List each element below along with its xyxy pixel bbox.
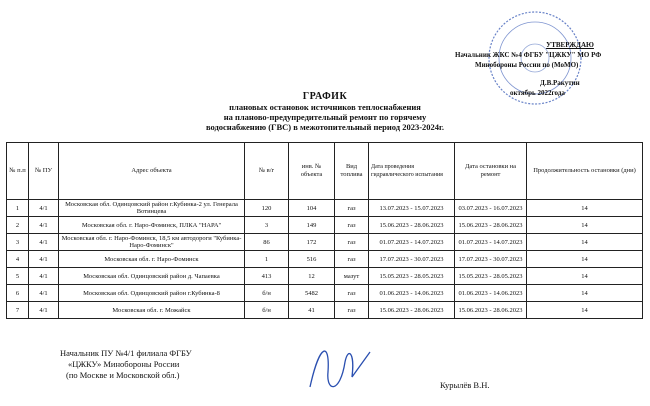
cell-fuel: газ <box>335 251 369 268</box>
cell-fuel: газ <box>335 217 369 234</box>
header-stop-date: Дата остановки на ремонт <box>455 143 527 200</box>
approval-position: Начальник ЖКС №4 ФГБУ "ЦЖКУ" МО РФ <box>455 51 602 59</box>
title-line-4: водоснабжению (ГВС) в межотопительный период 2023-2024г. <box>205 122 445 132</box>
cell-inv: 5482 <box>289 285 335 302</box>
cell-stop-date: 17.07.2023 - 30.07.2023 <box>455 251 527 268</box>
footer-line-2: «ЦЖКУ» Минобороны России <box>68 359 180 369</box>
cell-address: Московская обл. г. Можайск <box>59 302 245 319</box>
title-line-2: плановых остановок источников теплоснабжения <box>229 102 421 112</box>
footer-line-1: Начальник ПУ №4/1 филиала ФГБУ <box>60 348 192 358</box>
table-row <box>7 268 643 285</box>
approval-name: Д.В.Ракутин <box>540 79 580 87</box>
cell-num: 2 <box>7 217 29 234</box>
signature <box>300 332 380 402</box>
cell-inv: 41 <box>289 302 335 319</box>
cell-duration: 14 <box>527 200 643 217</box>
cell-vg: 120 <box>245 200 289 217</box>
cell-inv: 149 <box>289 217 335 234</box>
header-fuel: Вид топлива <box>335 143 369 200</box>
cell-inv: 104 <box>289 200 335 217</box>
cell-address: Московская обл. Одинцовский район д. Чапаевка <box>59 268 245 285</box>
cell-num: 3 <box>7 234 29 251</box>
cell-address: Московская обл. г. Наро-Фоминск, 18,5 км автодороги "Кубинка-Наро-Фоминск" <box>59 234 245 251</box>
footer-signer-name: Курылёв В.Н. <box>440 380 490 390</box>
cell-vg: 86 <box>245 234 289 251</box>
cell-address: Московская обл. г. Наро-Фоминск, ПЛКА "НАРА" <box>59 217 245 234</box>
document-title <box>150 92 500 132</box>
cell-test-date: 01.07.2023 - 14.07.2023 <box>369 234 455 251</box>
cell-stop-date: 01.06.2023 - 14.06.2023 <box>455 285 527 302</box>
cell-duration: 14 <box>527 285 643 302</box>
cell-fuel: газ <box>335 200 369 217</box>
table-body <box>7 200 643 319</box>
cell-stop-date: 15.05.2023 - 28.05.2023 <box>455 268 527 285</box>
cell-duration: 14 <box>527 217 643 234</box>
header-duration: Продолжительность остановки (дни) <box>527 143 643 200</box>
cell-address: Московская обл. Одинцовский район г.Кубинка-8 <box>59 285 245 302</box>
cell-test-date: 15.05.2023 - 28.05.2023 <box>369 268 455 285</box>
cell-fuel: газ <box>335 285 369 302</box>
cell-num: 6 <box>7 285 29 302</box>
approval-block <box>455 40 645 98</box>
cell-duration: 14 <box>527 234 643 251</box>
cell-num: 1 <box>7 200 29 217</box>
header-address: Адрес объекта <box>59 143 245 200</box>
cell-address: Московская обл. г. Наро-Фоминск <box>59 251 245 268</box>
cell-pu: 4/1 <box>29 234 59 251</box>
header-vg: № в/г <box>245 143 289 200</box>
table-header-row <box>7 143 643 200</box>
header-test-date: Дата проведения гидравлического испытания <box>369 143 455 200</box>
footer-signer-block <box>60 348 192 381</box>
footer-line-3: (по Москве и Московской обл.) <box>66 370 180 380</box>
cell-pu: 4/1 <box>29 251 59 268</box>
cell-test-date: 17.07.2023 - 30.07.2023 <box>369 251 455 268</box>
cell-num: 5 <box>7 268 29 285</box>
cell-fuel: газ <box>335 234 369 251</box>
cell-stop-date: 01.07.2023 - 14.07.2023 <box>455 234 527 251</box>
title-line-3: на планово-предупредительный ремонт по горячему <box>223 112 427 122</box>
cell-pu: 4/1 <box>29 200 59 217</box>
cell-pu: 4/1 <box>29 217 59 234</box>
table-row <box>7 234 643 251</box>
table-row <box>7 302 643 319</box>
cell-num: 4 <box>7 251 29 268</box>
cell-fuel: газ <box>335 302 369 319</box>
cell-address: Московская обл. Одинцовский район г.Кубинка-2 ул. Генерала Вотинцева <box>59 200 245 217</box>
title-main: ГРАФИК <box>302 91 348 102</box>
cell-stop-date: 15.06.2023 - 28.06.2023 <box>455 302 527 319</box>
approval-date: октябрь 2022года <box>510 89 565 97</box>
cell-pu: 4/1 <box>29 285 59 302</box>
cell-pu: 4/1 <box>29 302 59 319</box>
cell-vg: 3 <box>245 217 289 234</box>
cell-test-date: 15.06.2023 - 28.06.2023 <box>369 302 455 319</box>
cell-duration: 14 <box>527 251 643 268</box>
cell-test-date: 13.07.2023 - 15.07.2023 <box>369 200 455 217</box>
cell-inv: 172 <box>289 234 335 251</box>
schedule-table <box>6 142 643 319</box>
cell-vg: б/н <box>245 285 289 302</box>
approval-title: УТВЕРЖДАЮ <box>546 41 594 49</box>
cell-test-date: 01.06.2023 - 14.06.2023 <box>369 285 455 302</box>
cell-pu: 4/1 <box>29 268 59 285</box>
table-row <box>7 285 643 302</box>
header-pu: № ПУ <box>29 143 59 200</box>
approval-org: Минобороны России по (МоМО) <box>475 61 579 69</box>
cell-duration: 14 <box>527 302 643 319</box>
cell-vg: 1 <box>245 251 289 268</box>
table-row <box>7 251 643 268</box>
header-inv: инв. № объекта <box>289 143 335 200</box>
cell-inv: 516 <box>289 251 335 268</box>
cell-vg: 413 <box>245 268 289 285</box>
cell-test-date: 15.06.2023 - 28.06.2023 <box>369 217 455 234</box>
cell-fuel: мазут <box>335 268 369 285</box>
cell-vg: б/н <box>245 302 289 319</box>
table-row <box>7 217 643 234</box>
cell-stop-date: 03.07.2023 - 16.07.2023 <box>455 200 527 217</box>
cell-stop-date: 15.06.2023 - 28.06.2023 <box>455 217 527 234</box>
table-row <box>7 200 643 217</box>
header-num: № п.п <box>7 143 29 200</box>
cell-inv: 12 <box>289 268 335 285</box>
cell-num: 7 <box>7 302 29 319</box>
cell-duration: 14 <box>527 268 643 285</box>
